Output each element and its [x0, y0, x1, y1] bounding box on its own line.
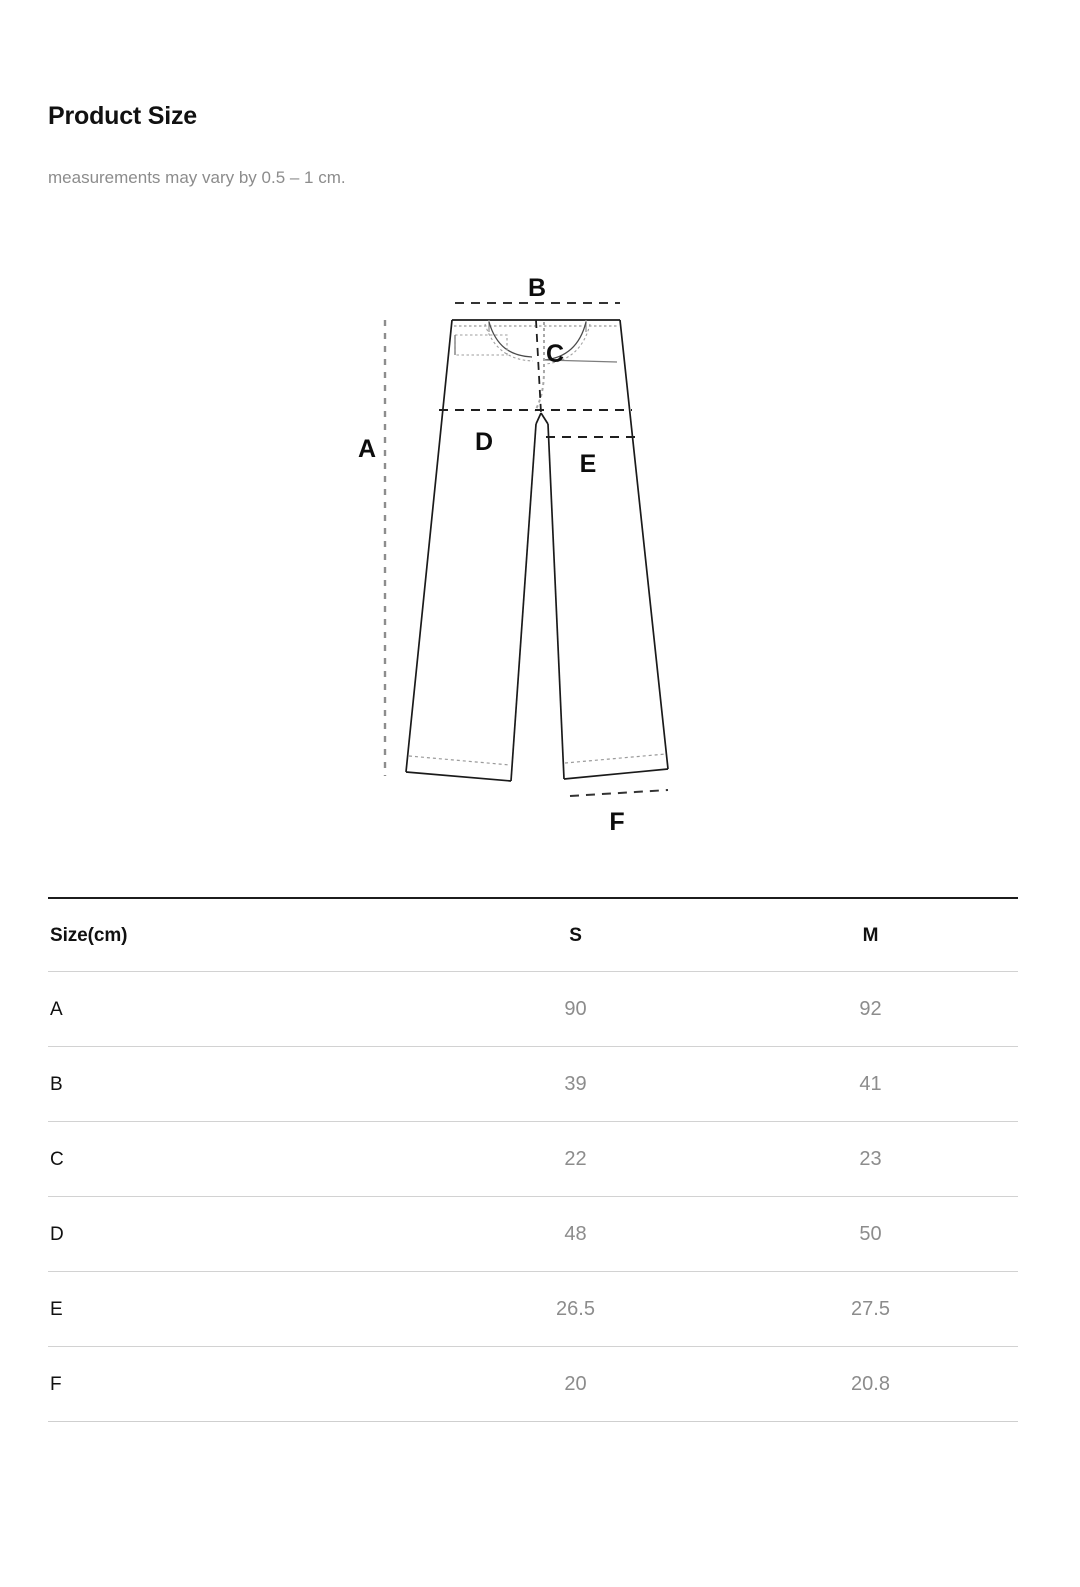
pants-fill-left: [452, 320, 620, 781]
size-table-body: [48, 972, 1018, 1422]
size-table-container: [48, 897, 1018, 1422]
row-label-a: A: [48, 972, 428, 1047]
column-header-s: S: [428, 898, 723, 972]
row-label-d: D: [48, 1197, 428, 1272]
row-label-b: B: [48, 1047, 428, 1122]
row-d-value-m: 50: [723, 1197, 1018, 1272]
row-a-value-m: 92: [723, 972, 1018, 1047]
table-row: [48, 1347, 1018, 1422]
dimension-f-line: [570, 790, 668, 796]
size-table: [48, 897, 1018, 1422]
dimension-a: [358, 320, 385, 776]
size-table-head: [48, 898, 1018, 972]
row-a-value-s: 90: [428, 972, 723, 1047]
left-side-seam: [406, 320, 452, 772]
column-header-size: Size(cm): [48, 898, 428, 972]
dimension-b-label: B: [527, 274, 547, 302]
row-f-value-s: 20: [428, 1347, 723, 1422]
page-title: Product Size: [48, 102, 198, 130]
table-row: [48, 1272, 1018, 1347]
measurement-disclaimer: measurements may vary by 0.5 – 1 cm.: [48, 168, 346, 187]
left-hem-edge: [406, 772, 511, 781]
size-diagram: [48, 250, 1028, 860]
row-label-e: E: [48, 1272, 428, 1347]
row-f-value-m: 20.8: [723, 1347, 1018, 1422]
right-side-seam: [620, 320, 668, 769]
dimension-f: [570, 790, 668, 836]
row-d-value-s: 48: [428, 1197, 723, 1272]
row-b-value-s: 39: [428, 1047, 723, 1122]
dimension-b: [455, 274, 620, 303]
dimension-a-label: A: [357, 435, 377, 463]
pants-illustration-svg: [48, 250, 1028, 860]
row-e-value-m: 27.5: [723, 1272, 1018, 1347]
row-label-f: F: [48, 1347, 428, 1422]
row-c-value-m: 23: [723, 1122, 1018, 1197]
dimension-e-label: E: [579, 450, 597, 478]
pants-outline: [406, 320, 668, 781]
dimension-f-label: F: [609, 808, 625, 836]
table-header-row: [48, 898, 1018, 972]
column-header-m: M: [723, 898, 1018, 972]
row-c-value-s: 22: [428, 1122, 723, 1197]
table-row: [48, 1047, 1018, 1122]
table-row: [48, 972, 1018, 1047]
dimension-c-label: C: [545, 340, 565, 368]
row-label-c: C: [48, 1122, 428, 1197]
row-e-value-s: 26.5: [428, 1272, 723, 1347]
table-row: [48, 1197, 1018, 1272]
table-row: [48, 1122, 1018, 1197]
left-hem-stitch: [409, 756, 510, 765]
dimension-d-label: D: [474, 428, 494, 456]
row-b-value-m: 41: [723, 1047, 1018, 1122]
header: [48, 100, 1028, 190]
